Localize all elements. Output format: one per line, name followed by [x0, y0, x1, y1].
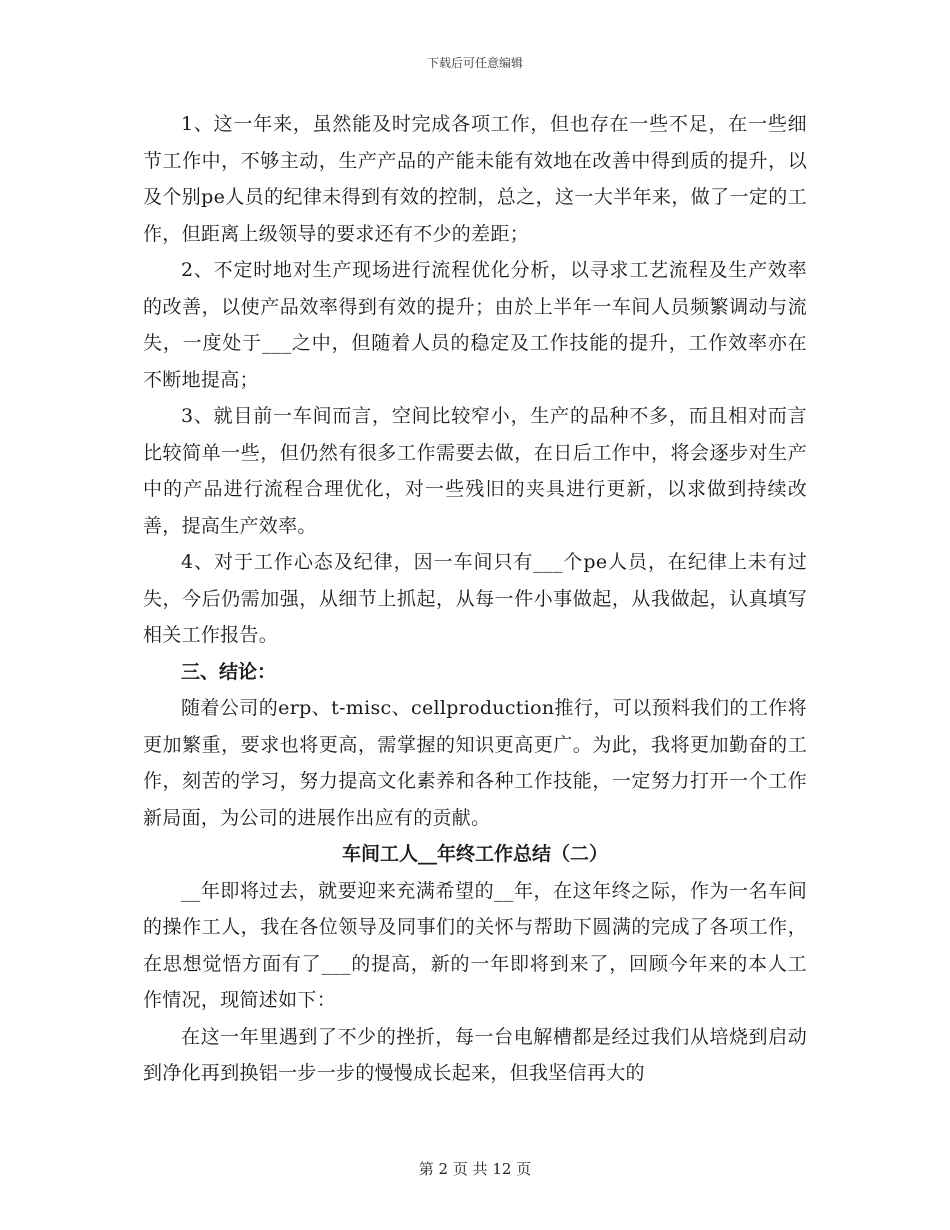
conclusion-heading: 三、结论：	[181, 660, 277, 683]
document-body	[143, 106, 807, 1092]
paragraph-1: 1、这一年来，虽然能及时完成各项工作，但也存在一些不足，在一些细节工作中，不够主动，生产产品的产能未能有效地在改善中得到质的提升，以及个别pe人员的纪律未得到有效的控制，总之，这一大半年来，做了一定的工作，但距离上级领导的要求还有不少的差距；	[143, 113, 807, 245]
paragraph-5: 随着公司的erp、t-misc、cellproduction推行，可以预料我们的工作将更加繁重，要求也将更高，需掌握的知识更高更广。为此，我将更加勤奋的工作，刻苦的学习，努力提高文化素养和各种工作技能，一定努力打开一个工作新局面，为公司的进展作出应有的贡献。	[143, 697, 807, 829]
page-number-footer: 第 2 页 共 12 页	[418, 1160, 532, 1178]
paragraph-3: 3、就目前一车间而言，空间比较窄小，生产的品种不多，而且相对而言比较简单一些，但仍然有很多工作需要去做，在日后工作中，将会逐步对生产中的产品进行流程合理优化，对一些残旧的夹具进行更新，以求做到持续改善，提高生产效率。	[143, 405, 807, 537]
paragraph-2: 2、不定时地对生产现场进行流程优化分析，以寻求工艺流程及生产效率的改善，以使产品效率得到有效的提升；由於上半年一车间人员频繁调动与流失，一度处于___之中，但随着人员的稳定及工作技能的提升，工作效率亦在不断地提高；	[143, 259, 807, 391]
section-title: 车间工人__年终工作总结（二）	[341, 843, 608, 865]
page-header: 下载后可任意编辑	[426, 56, 523, 70]
paragraph-7: 在这一年里遇到了不少的挫折，每一台电解槽都是经过我们从培烧到启动到净化再到换铝一步一步的慢慢成长起来，但我坚信再大的	[143, 1025, 807, 1084]
paragraph-4: 4、对于工作心态及纪律，因一车间只有___个pe人员，在纪律上未有过失，今后仍需加强，从细节上抓起，从每一件小事做起，从我做起，认真填写相关工作报告。	[143, 551, 807, 646]
paragraph-6: __年即将过去，就要迎来充满希望的__年，在这年终之际，作为一名车间的操作工人，我在各位领导及同事们的关怀与帮助下圆满的完成了各项工作，在思想觉悟方面有了___的提高，新的一年即将到来了，回顾今年来的本人工作情况，现简述如下：	[143, 879, 807, 1011]
